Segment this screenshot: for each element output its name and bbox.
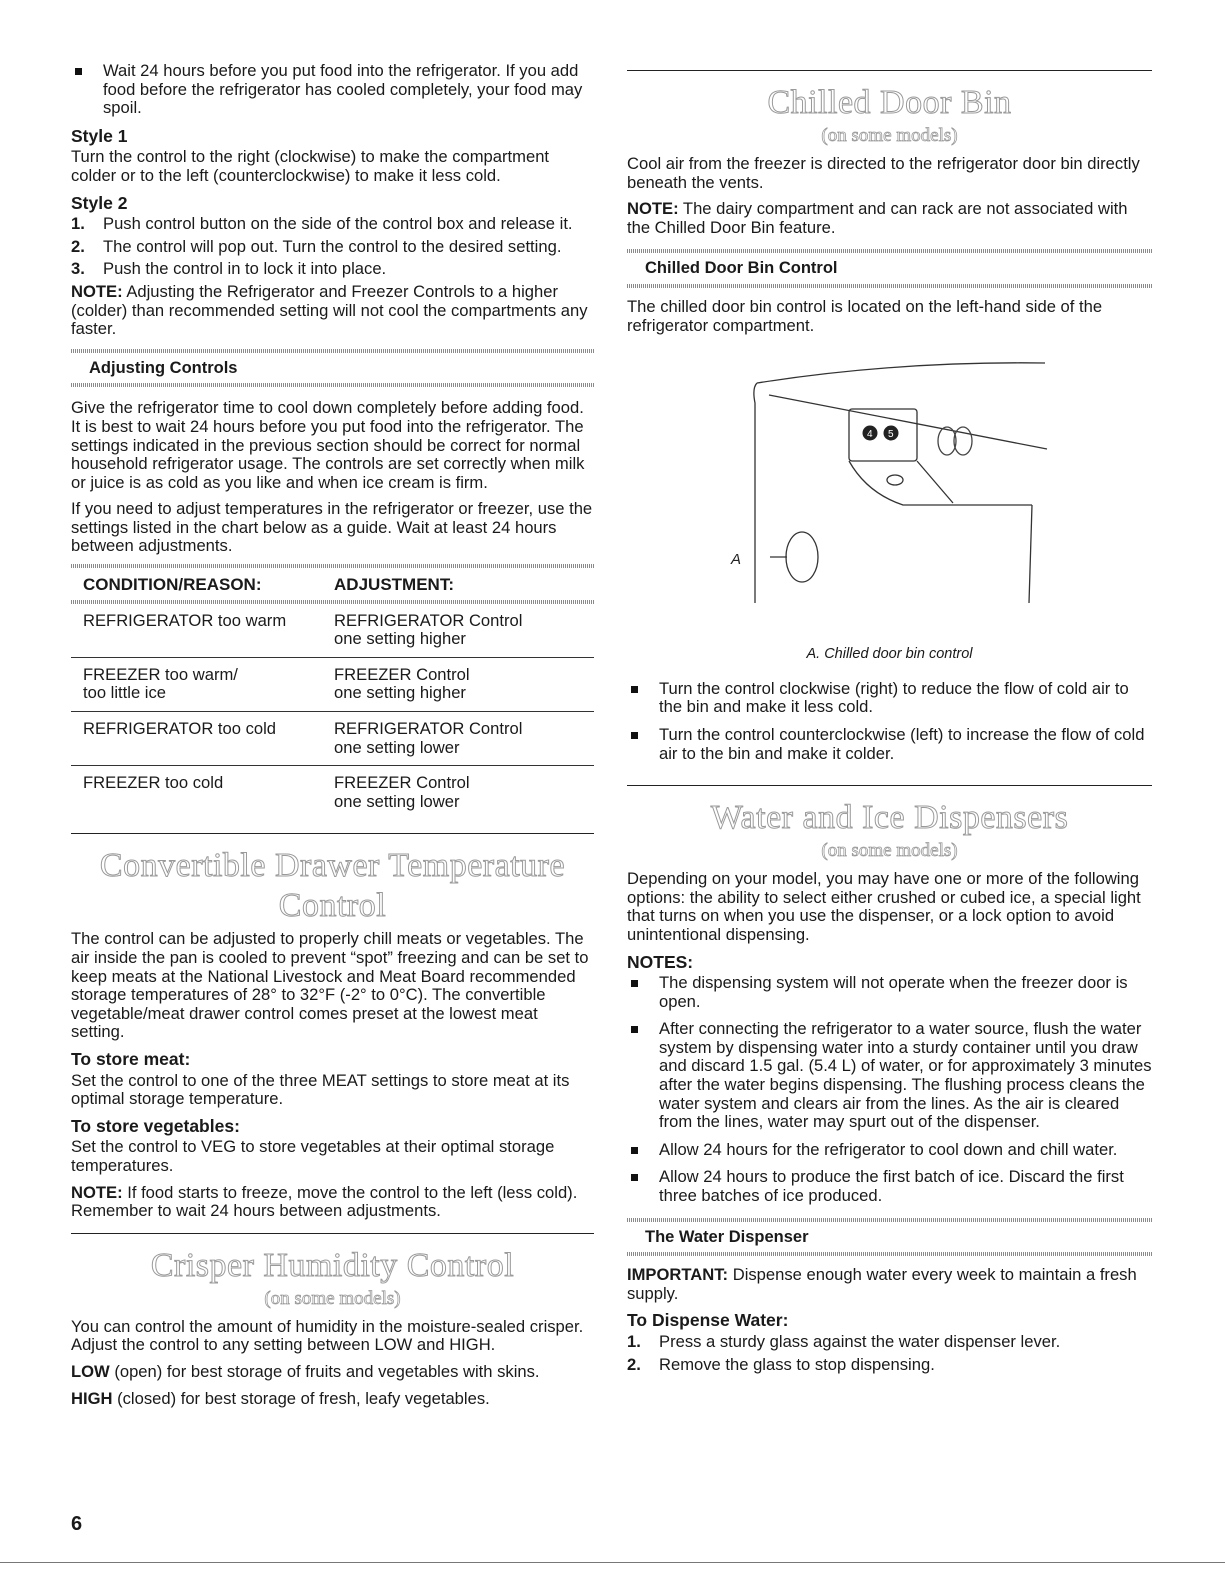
numbered-step: 1. Push control button on the side of the control box and release it. bbox=[71, 214, 573, 234]
hatch-divider bbox=[71, 564, 594, 568]
chilled-control-heading: Chilled Door Bin Control bbox=[645, 259, 838, 278]
crisper-low: LOW (open) for best storage of fruits and vegetables with skins. bbox=[71, 1361, 540, 1381]
chilled-paragraph: Cool air from the freezer is directed to the refrigerator door bin directly beneath the vents. bbox=[627, 154, 1140, 192]
hatch-divider bbox=[627, 284, 1152, 288]
list-item: Wait 24 hours before you put food into the refrigerator. If you add food before the refrigerator has cooled completely, your food may spoil. bbox=[71, 62, 594, 118]
adjusting-paragraph-2: If you need to adjust temperatures in the refrigerator or freezer, use the settings listed in the chart below as a guide. Wait at least 24 hours between adjustments. bbox=[71, 499, 593, 556]
numbered-step: 2. The control will pop out. Turn the control to the desired setting. bbox=[71, 236, 562, 256]
crisper-models-note: (on some models) bbox=[264, 1287, 401, 1309]
store-meat-text: Set the control to one of the three MEAT settings to store meat at its optimal storage temperature. bbox=[71, 1070, 570, 1109]
water-models-note: (on some models) bbox=[821, 840, 958, 862]
list-item: Turn the control counterclockwise (left) to increase the flow of cold air to the bin and make it colder. bbox=[627, 726, 1152, 763]
note-adjusting: NOTE: Adjusting the Refrigerator and Freezer Controls to a higher (colder) than recommended setting will not cool the compartments any faster. bbox=[71, 281, 588, 339]
hatch-divider bbox=[627, 1252, 1152, 1256]
list-item: The dispensing system will not operate when the freezer door is open. bbox=[627, 974, 1152, 1011]
list-item: Turn the control clockwise (right) to reduce the flow of cold air to the bin and make it less cold. bbox=[627, 680, 1152, 717]
section-rule bbox=[71, 1233, 594, 1234]
table-row: REFRIGERATOR too warm REFRIGERATOR Control one setting higher bbox=[71, 604, 594, 658]
store-vegetables-heading: To store vegetables: bbox=[71, 1115, 240, 1136]
crisper-humidity-title: Crisper Humidity Control bbox=[150, 1246, 515, 1284]
section-rule bbox=[627, 70, 1152, 71]
table-row: FREEZER too warm/ too little ice FREEZER Control one setting higher bbox=[71, 657, 594, 711]
chilled-note: NOTE: The dairy compartment and can rack are not associated with the Chilled Door Bin feature. bbox=[627, 199, 1128, 237]
svg-text:4: 4 bbox=[867, 429, 873, 441]
table-row: REFRIGERATOR too cold REFRIGERATOR Control one setting lower bbox=[71, 712, 594, 766]
right-column bbox=[627, 62, 1152, 1378]
convertible-paragraph: The control can be adjusted to properly chill meats or vegetables. The air inside the pan is cooled to prevent “spot” freezing and can be set to keep meats at the National Livestock and Meat Board recommended storage temperatures of 28° to 32°F (-2° to 0°C). The convertible vegetable/meat drawer control comes preset at the lowest meat setting. bbox=[71, 929, 589, 1042]
hatch-divider bbox=[71, 383, 594, 387]
style1-text: Turn the control to the right (clockwise) to make the compartment colder or to the left (counterclockwise) to make it less cold. bbox=[71, 147, 550, 185]
list-item: Allow 24 hours to produce the first batch of ice. Discard the first three batches of ice produced. bbox=[627, 1168, 1152, 1205]
numbered-step: 3. Push the control in to lock it into place. bbox=[71, 259, 387, 279]
store-meat-heading: To store meat: bbox=[71, 1048, 191, 1069]
table-row: FREEZER too cold FREEZER Control one setting lower bbox=[83, 773, 470, 811]
figure-caption: A. Chilled door bin control bbox=[806, 646, 973, 663]
adjusting-controls-heading: Adjusting Controls bbox=[89, 358, 238, 377]
left-column bbox=[71, 62, 594, 1416]
svg-text:5: 5 bbox=[888, 429, 894, 441]
chilled-door-bin-diagram bbox=[627, 343, 1152, 663]
notes-heading: NOTES: bbox=[627, 951, 694, 972]
note-freeze: NOTE: If food starts to freeze, move the control to the left (less cold). Remember to wait 24 hours between adjustments. bbox=[71, 1182, 578, 1221]
list-item: After connecting the refrigerator to a water source, flush the water system by dispensing water into a sturdy container until you draw and discard 1.5 gal. (5.4 L) of water, or for approximately 3 minutes after the water begins dispensing. The flushing process cleans the water system and clears air from the lines. As the air is cleared from the lines, water may spurt out of the dispenser. bbox=[627, 1020, 1152, 1132]
important-note: IMPORTANT: Dispense enough water every week to maintain a fresh supply. bbox=[627, 1265, 1137, 1303]
water-ice-title: Water and Ice Dispensers bbox=[710, 799, 1069, 837]
chilled-models-note: (on some models) bbox=[821, 125, 958, 146]
numbered-step: 1. Press a sturdy glass against the water dispenser lever. bbox=[627, 1332, 1061, 1351]
style2-heading: Style 2 bbox=[71, 192, 128, 213]
section-rule bbox=[627, 785, 1152, 786]
page-number: 6 bbox=[71, 1513, 83, 1535]
table-header-condition: CONDITION/REASON: bbox=[83, 575, 262, 595]
crisper-paragraph: You can control the amount of humidity in the moisture-sealed crisper. Adjust the control to any setting between LOW and HIGH. bbox=[71, 1316, 584, 1355]
crisper-high: HIGH (closed) for best storage of fresh, leafy vegetables. bbox=[71, 1388, 490, 1408]
store-vegetables-text: Set the control to VEG to store vegetables at their optimal storage temperatures. bbox=[71, 1137, 555, 1175]
style1-heading: Style 1 bbox=[71, 125, 128, 146]
convertible-drawer-title: Convertible Drawer Temperature Control bbox=[99, 847, 566, 925]
water-dispenser-heading: The Water Dispenser bbox=[645, 1227, 809, 1246]
chilled-door-bin-title: Chilled Door Bin bbox=[767, 84, 1012, 121]
section-rule bbox=[71, 833, 594, 834]
list-item: Allow 24 hours for the refrigerator to cool down and chill water. bbox=[627, 1141, 1152, 1160]
numbered-step: 2. Remove the glass to stop dispensing. bbox=[627, 1354, 935, 1374]
table-header-adjustment: ADJUSTMENT: bbox=[334, 575, 454, 595]
adjusting-paragraph-1: Give the refrigerator time to cool down completely before adding food. It is best to wait 24 hours before you put food into the refrigerator. The settings indicated in the previous section should be correct for normal household refrigerator usage. The controls are set correctly when milk or juice is as cold as you like and when ice cream is firm. bbox=[71, 398, 585, 492]
dispense-water-heading: To Dispense Water: bbox=[627, 1310, 789, 1331]
chilled-door-bin-figure bbox=[627, 343, 1152, 663]
adjustment-table bbox=[71, 574, 594, 819]
chilled-control-paragraph: The chilled door bin control is located on the left-hand side of the refrigerator compartment. bbox=[627, 296, 1103, 335]
water-paragraph: Depending on your model, you may have one or more of the following options: the ability to select either crushed or cubed ice, a special light that turns on when you use the dispenser, or a lock option to avoid unintentional dispensing. bbox=[627, 869, 1141, 944]
figure-label-a: A bbox=[731, 551, 742, 569]
page-bottom-rule bbox=[0, 1562, 1225, 1563]
